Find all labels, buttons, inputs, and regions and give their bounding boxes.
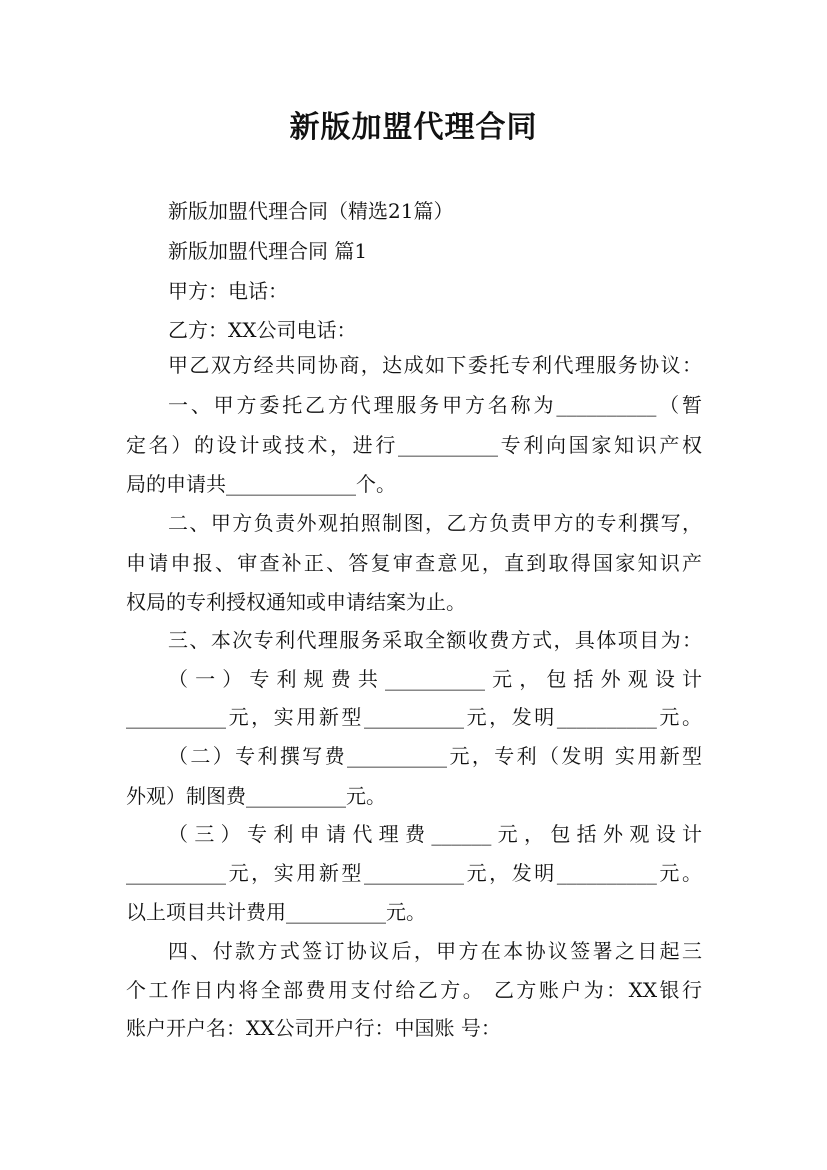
text-line: 申请申报、审查补正、答复审查意见，直到取得国家知识产	[126, 551, 702, 575]
text-line: 一、甲方委托乙方代理服务甲方名称为__________（暂	[168, 393, 702, 417]
text-line: 新版加盟代理合同（精选21篇）	[168, 199, 454, 223]
text-line: __________元，实用新型__________元，发明__________元。	[126, 861, 702, 885]
text-line: 四、付款方式签订协议后，甲方在本协议签署之日起三	[168, 939, 702, 963]
text-line: 甲方：电话：	[168, 279, 288, 303]
text-line: （一）专利规费共__________元，包括外观设计	[168, 667, 702, 691]
document-title: 新版加盟代理合同	[289, 110, 538, 145]
text-line: __________元，实用新型__________元，发明__________元。	[126, 705, 702, 729]
text-line: 新版加盟代理合同 篇1	[168, 239, 368, 263]
text-line: 个工作日内将全部费用支付给乙方。 乙方账户为：XX银行	[126, 978, 702, 1002]
text-line: 局的申请共_____________个。	[126, 472, 396, 496]
text-line: 外观）制图费__________元。	[126, 784, 386, 808]
text-line: 账户开户名：XX公司开户行：中国账 号：	[126, 1016, 501, 1040]
text-line: （二）专利撰写费__________元，专利（发明 实用新型	[168, 744, 702, 768]
text-line: 三、本次专利代理服务采取全额收费方式，具体项目为：	[168, 628, 702, 652]
text-line: 乙方：XX公司电话：	[168, 318, 357, 342]
text-line: （三）专利申请代理费______元，包括外观设计	[168, 822, 702, 846]
text-line: 甲乙双方经共同协商，达成如下委托专利代理服务协议：	[168, 353, 702, 377]
text-line: 二、甲方负责外观拍照制图，乙方负责甲方的专利撰写，	[168, 511, 702, 535]
text-line: 定名）的设计或技术，进行__________专利向国家知识产权	[126, 433, 702, 457]
text-line: 权局的专利授权通知或申请结案为止。	[126, 590, 466, 614]
text-line: 以上项目共计费用__________元。	[126, 900, 426, 924]
